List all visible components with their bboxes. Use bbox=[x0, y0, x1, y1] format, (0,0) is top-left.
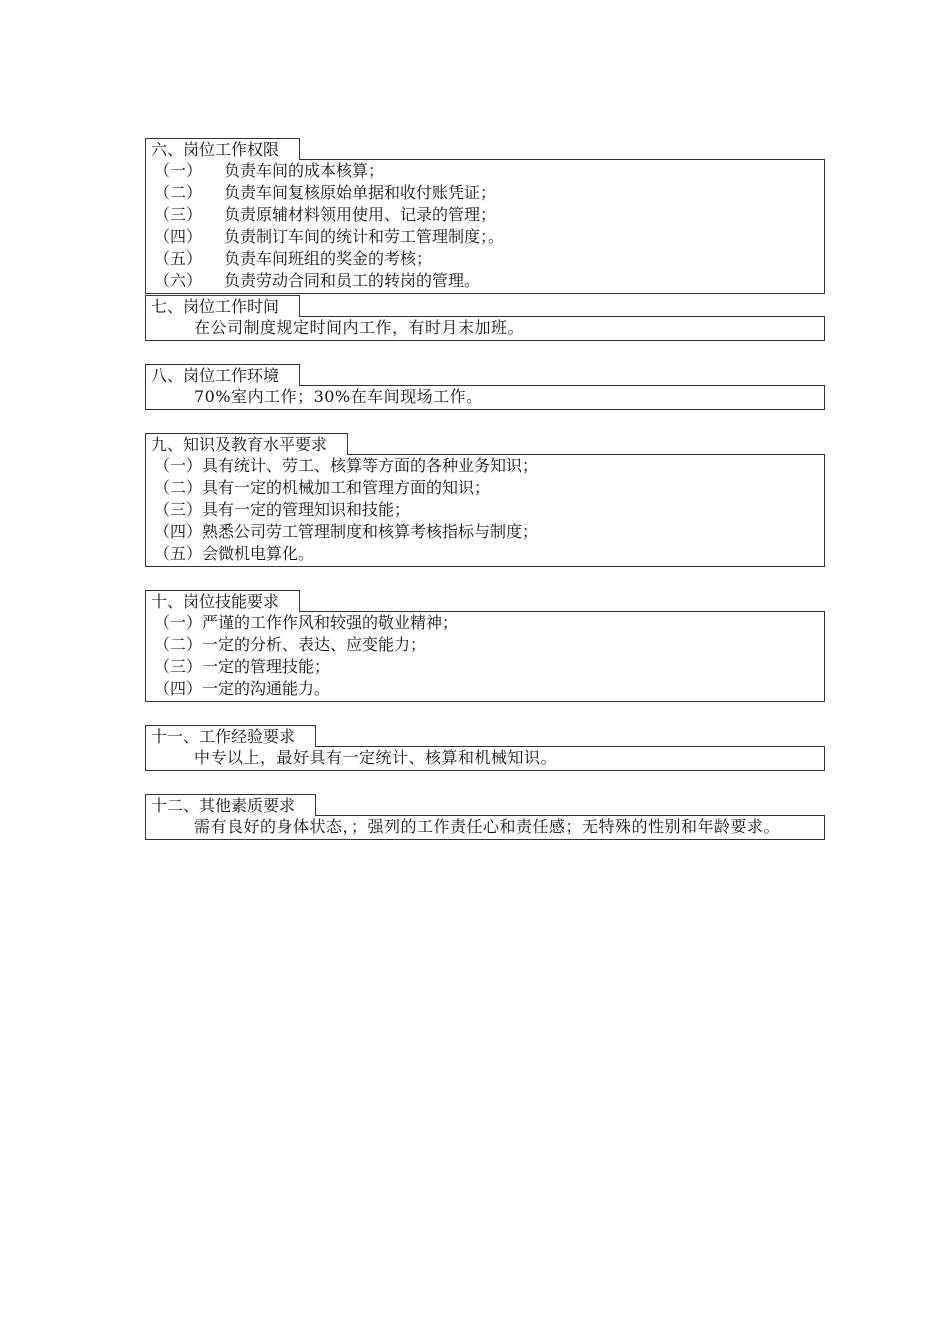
section-heading: 八、岗位工作环境 bbox=[145, 364, 300, 386]
section-heading: 九、知识及教育水平要求 bbox=[145, 433, 348, 455]
section-paragraph: 在公司制度规定时间内工作，有时月末加班。 bbox=[194, 318, 525, 337]
item-text: 负责制订车间的统计和劳工管理制度；。 bbox=[224, 227, 505, 246]
item-number: （六） bbox=[154, 271, 203, 290]
list-item bbox=[154, 612, 818, 634]
section-knowledge-education bbox=[145, 432, 825, 567]
list-item bbox=[154, 656, 818, 678]
section-other-qualities bbox=[145, 793, 825, 840]
section-content-box bbox=[145, 316, 825, 341]
list-item bbox=[154, 204, 818, 226]
list-item bbox=[154, 182, 818, 204]
section-paragraph: 需有良好的身体状态，；强列的工作责任心和责任感；无特殊的性别和年龄要求。 bbox=[194, 817, 781, 836]
section-content-box bbox=[145, 746, 825, 771]
section-authority bbox=[145, 137, 825, 294]
item-number: （三） bbox=[154, 657, 203, 676]
list-item bbox=[154, 634, 818, 656]
item-text: 具有一定的管理知识和技能； bbox=[202, 500, 411, 519]
list-item bbox=[154, 678, 818, 700]
item-number: （五） bbox=[154, 249, 203, 268]
section-heading: 十一、工作经验要求 bbox=[145, 725, 316, 747]
section-paragraph: 中专以上，最好具有一定统计、核算和机械知识。 bbox=[194, 748, 558, 767]
list-item bbox=[154, 455, 818, 477]
list-item bbox=[154, 543, 818, 565]
item-number: （一） bbox=[154, 161, 203, 180]
item-number: （四） bbox=[154, 227, 203, 246]
item-number: （二） bbox=[154, 478, 203, 497]
list-item bbox=[154, 499, 818, 521]
item-text: 一定的分析、表达、应变能力； bbox=[202, 635, 427, 654]
item-text: 负责原辅材料领用使用、记录的管理； bbox=[224, 205, 497, 224]
section-heading: 十二、其他素质要求 bbox=[145, 794, 316, 816]
section-content-box bbox=[145, 385, 825, 410]
item-text: 具有一定的机械加工和管理方面的知识； bbox=[202, 478, 491, 497]
item-text: 会微机电算化。 bbox=[202, 544, 315, 563]
document-body bbox=[145, 137, 825, 862]
item-number: （四） bbox=[154, 522, 203, 541]
list-item bbox=[154, 477, 818, 499]
section-skills bbox=[145, 589, 825, 702]
list-item bbox=[154, 521, 818, 543]
item-number: （一） bbox=[154, 456, 203, 475]
section-heading: 六、岗位工作权限 bbox=[145, 138, 300, 160]
item-text: 具有统计、劳工、核算等方面的各种业务知识； bbox=[202, 456, 539, 475]
item-text: 负责车间的成本核算； bbox=[224, 161, 385, 180]
section-heading: 七、岗位工作时间 bbox=[145, 295, 300, 317]
list-item bbox=[154, 160, 818, 182]
section-content-box bbox=[145, 454, 825, 567]
item-text: 一定的管理技能； bbox=[202, 657, 331, 676]
section-content-box bbox=[145, 815, 825, 840]
item-text: 负责车间复核原始单据和收付账凭证； bbox=[224, 183, 497, 202]
section-content-box bbox=[145, 159, 825, 294]
item-number: （三） bbox=[154, 205, 203, 224]
list-item bbox=[154, 226, 818, 248]
section-experience bbox=[145, 724, 825, 771]
item-number: （二） bbox=[154, 183, 203, 202]
item-number: （三） bbox=[154, 500, 203, 519]
item-text: 严谨的工作作风和较强的敬业精神； bbox=[202, 613, 459, 632]
item-number: （五） bbox=[154, 544, 203, 563]
item-text: 负责车间班组的奖金的考核； bbox=[224, 249, 433, 268]
item-number: （一） bbox=[154, 613, 203, 632]
list-item bbox=[154, 248, 818, 270]
item-number: （四） bbox=[154, 679, 203, 698]
item-text: 熟悉公司劳工管理制度和核算考核指标与制度； bbox=[202, 522, 539, 541]
list-item bbox=[154, 270, 818, 292]
section-heading: 十、岗位技能要求 bbox=[145, 590, 300, 612]
section-paragraph: 70%室内工作；30%在车间现场工作。 bbox=[194, 387, 483, 406]
item-text: 一定的沟通能力。 bbox=[202, 679, 331, 698]
section-work-environment bbox=[145, 363, 825, 410]
section-content-box bbox=[145, 611, 825, 702]
section-working-hours bbox=[145, 294, 825, 341]
item-number: （二） bbox=[154, 635, 203, 654]
item-text: 负责劳动合同和员工的转岗的管理。 bbox=[224, 271, 481, 290]
